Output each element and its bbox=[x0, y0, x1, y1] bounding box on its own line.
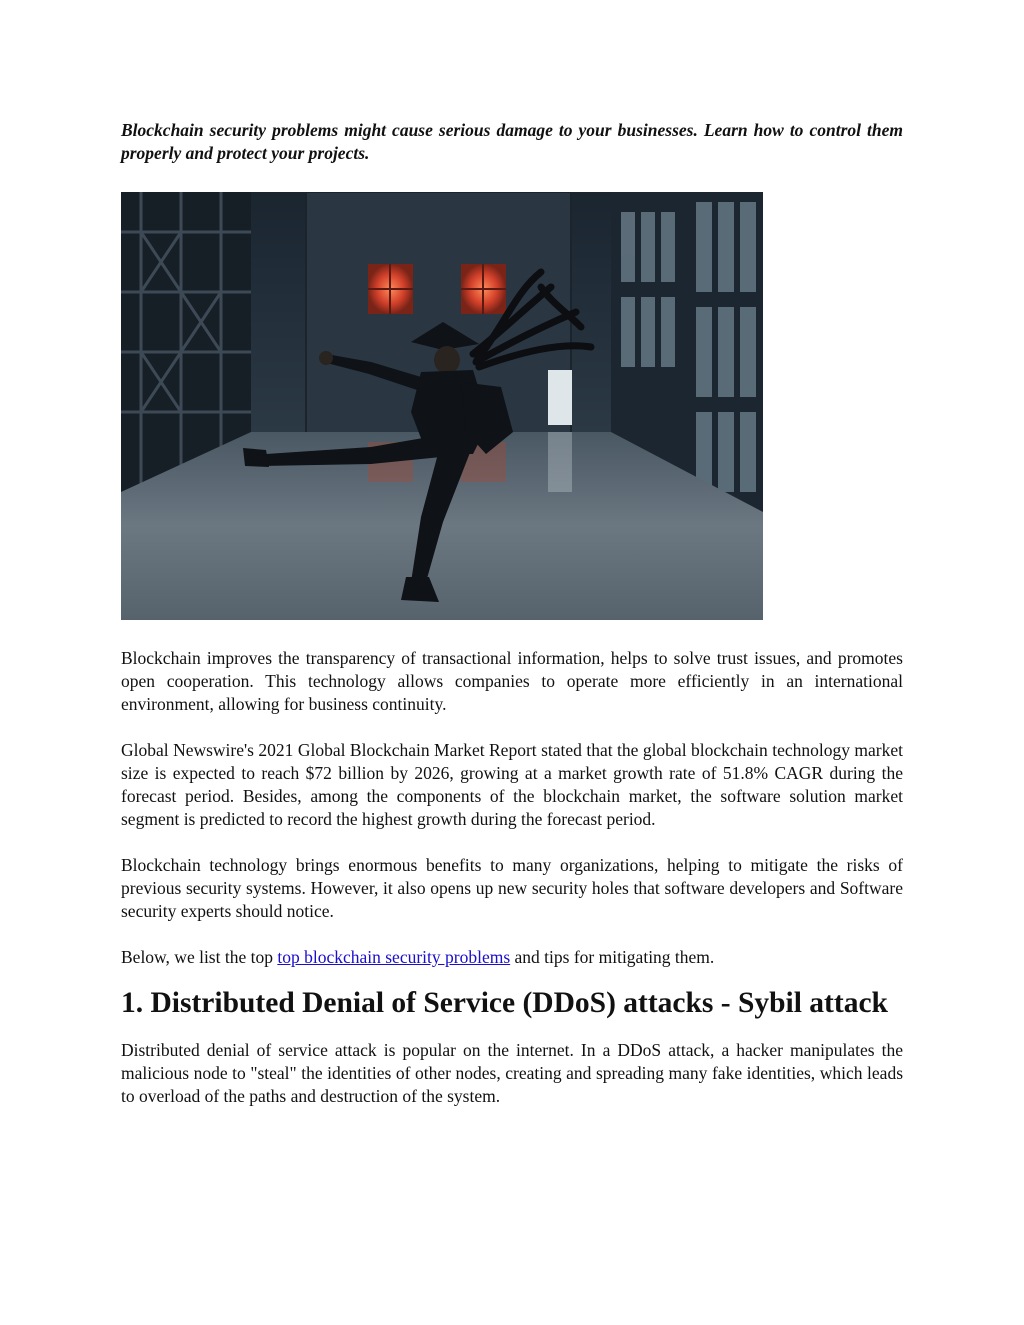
paragraph-list-intro bbox=[121, 946, 903, 969]
list-intro-text-before: Below, we list the top bbox=[121, 947, 278, 967]
article-page bbox=[121, 119, 903, 1108]
list-intro-text-after: and tips for mitigating them. bbox=[510, 947, 715, 967]
paragraph-transparency: Blockchain improves the transparency of transactional information, helps to solve trust issues, and promotes open cooperation. This technology allows companies to operate more efficiently in an international environment, allowing for business continuity. bbox=[121, 648, 903, 714]
paragraph-ddos: Distributed denial of service attack is popular on the internet. In a DDoS attack, a hacker manipulates the malicious node to "steal" the identities of other nodes, creating and spreading many fake identities, which leads to overload of the paths and destruction of the system. bbox=[121, 1040, 903, 1106]
paragraph-benefits: Blockchain technology brings enormous benefits to many organizations, helping to mitigate the risks of previous security systems. However, it also opens up new security holes that software developers and Software security experts should notice. bbox=[121, 855, 903, 921]
section-heading-ddos: 1. Distributed Denial of Service (DDoS) attacks - Sybil attack bbox=[121, 987, 888, 1019]
paragraph-market-report: Global Newswire's 2021 Global Blockchain Market Report stated that the global blockchain technology market size is expected to reach $72 billion by 2026, growing at a market growth rate of 51.8% CAGR during the forecast period. Besides, among the components of the blockchain market, the software solution market segment is predicted to record the highest growth during the forecast period. bbox=[121, 740, 903, 829]
intro-text: Blockchain security problems might cause serious damage to your businesses. Learn how to control them properly and protect your projects. bbox=[121, 120, 903, 163]
security-problems-link[interactable]: top blockchain security problems bbox=[277, 947, 511, 967]
hero-image bbox=[121, 192, 763, 620]
